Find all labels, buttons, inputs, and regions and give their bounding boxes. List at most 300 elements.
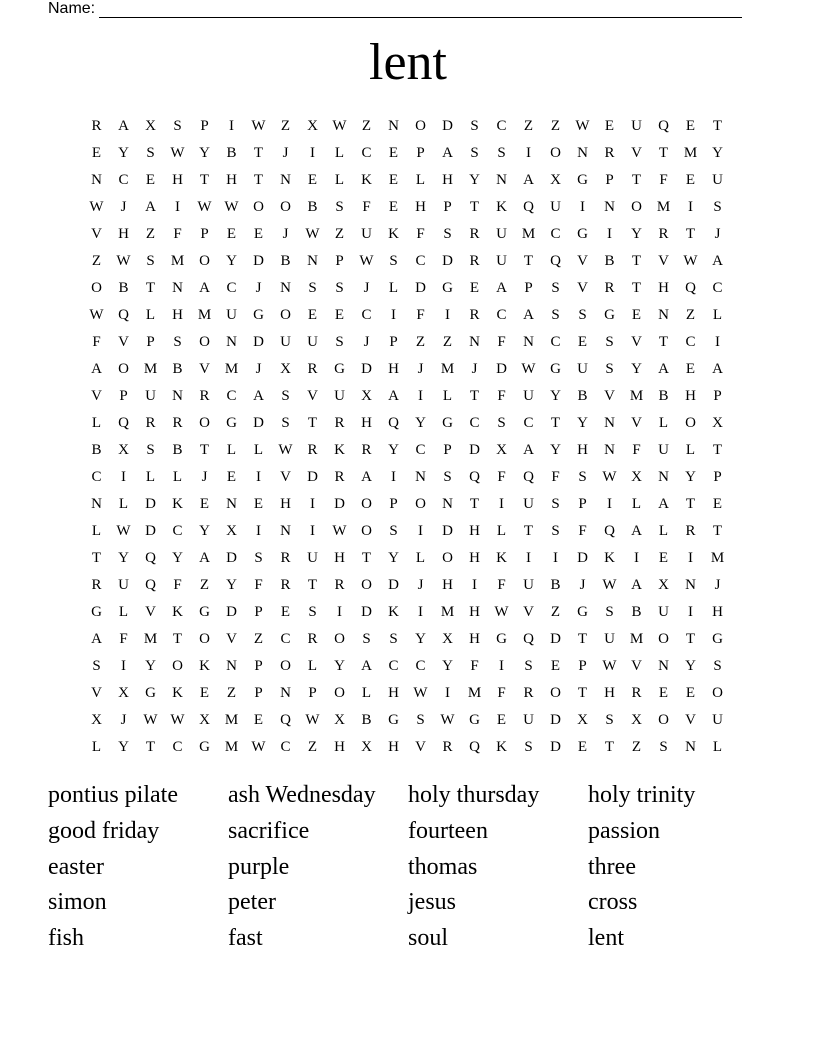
puzzle-title: lent bbox=[369, 34, 447, 91]
grid-letter: E bbox=[388, 199, 399, 215]
grid-letter: E bbox=[307, 307, 318, 323]
grid-letter: O bbox=[658, 712, 669, 728]
grid-letter: L bbox=[442, 388, 453, 404]
grid-letter: Z bbox=[280, 118, 291, 134]
grid-letter: B bbox=[361, 712, 372, 728]
grid-letter: O bbox=[685, 415, 696, 431]
grid-row bbox=[83, 356, 731, 383]
grid-letter: T bbox=[658, 145, 669, 161]
grid-letter: L bbox=[388, 280, 399, 296]
grid-letter: S bbox=[146, 145, 155, 161]
grid-letter: R bbox=[658, 226, 669, 242]
grid-letter: N bbox=[604, 199, 615, 215]
grid-letter: A bbox=[442, 145, 453, 161]
grid-letter: Q bbox=[469, 469, 480, 485]
grid-letter: X bbox=[631, 469, 642, 485]
grid-letter: I bbox=[715, 334, 720, 350]
grid-letter: R bbox=[145, 415, 156, 431]
grid-row bbox=[83, 734, 731, 761]
grid-letter: U bbox=[712, 172, 723, 188]
grid-letter: Z bbox=[226, 685, 237, 701]
word-bank-item: pontius pilate bbox=[48, 782, 178, 808]
grid-letter: Y bbox=[118, 145, 129, 161]
grid-letter: V bbox=[685, 712, 696, 728]
grid-letter: U bbox=[631, 118, 642, 134]
grid-letter: O bbox=[334, 631, 345, 647]
grid-letter: S bbox=[551, 280, 560, 296]
grid-letter: K bbox=[604, 550, 615, 566]
grid-row bbox=[83, 545, 731, 572]
grid-letter: G bbox=[604, 307, 615, 323]
grid-letter: W bbox=[413, 685, 428, 701]
name-underline bbox=[99, 2, 742, 18]
grid-letter: R bbox=[334, 469, 345, 485]
grid-letter: D bbox=[145, 496, 156, 512]
grid-letter: J bbox=[255, 361, 262, 377]
grid-letter: U bbox=[550, 199, 561, 215]
grid-letter: E bbox=[685, 685, 696, 701]
grid-letter: R bbox=[685, 523, 696, 539]
grid-letter: V bbox=[631, 415, 642, 431]
grid-letter: J bbox=[255, 280, 262, 296]
grid-letter: I bbox=[445, 307, 450, 323]
word-bank-item: passion bbox=[588, 817, 660, 844]
grid-letter: G bbox=[550, 361, 561, 377]
grid-letter: L bbox=[415, 172, 426, 188]
grid-letter: S bbox=[416, 712, 425, 728]
grid-letter: V bbox=[307, 388, 318, 404]
grid-letter: T bbox=[361, 550, 372, 566]
grid-letter: M bbox=[683, 145, 698, 161]
grid-letter: O bbox=[172, 658, 183, 674]
grid-letter: B bbox=[604, 253, 615, 269]
grid-letter: C bbox=[496, 307, 507, 323]
grid-letter: S bbox=[470, 145, 479, 161]
grid-letter: E bbox=[388, 172, 399, 188]
grid-letter: W bbox=[332, 523, 347, 539]
grid-letter: R bbox=[604, 145, 615, 161]
grid-letter: N bbox=[307, 253, 318, 269]
grid-letter: S bbox=[605, 712, 614, 728]
grid-letter: Q bbox=[523, 631, 534, 647]
grid-letter: S bbox=[254, 550, 263, 566]
grid-letter: J bbox=[282, 226, 289, 242]
grid-letter: O bbox=[199, 631, 210, 647]
grid-letter: L bbox=[334, 172, 345, 188]
grid-letter: Q bbox=[604, 523, 615, 539]
grid-letter: N bbox=[91, 496, 102, 512]
grid-letter: D bbox=[577, 550, 588, 566]
grid-letter: I bbox=[121, 469, 126, 485]
grid-letter: O bbox=[361, 523, 372, 539]
grid-letter: S bbox=[659, 739, 668, 755]
grid-letter: Y bbox=[415, 631, 426, 647]
grid-letter: A bbox=[658, 496, 669, 512]
word-bank-item: good friday bbox=[48, 817, 160, 844]
grid-letter: T bbox=[712, 118, 723, 134]
grid-letter: I bbox=[607, 226, 612, 242]
word-bank-item: holy trinity bbox=[588, 782, 696, 808]
grid-letter: G bbox=[253, 307, 264, 323]
grid-letter: A bbox=[91, 631, 102, 647]
grid-letter: H bbox=[685, 388, 696, 404]
grid-letter: W bbox=[197, 199, 212, 215]
grid-letter: U bbox=[658, 442, 669, 458]
grid-letter: I bbox=[688, 550, 693, 566]
grid-letter: W bbox=[602, 658, 617, 674]
grid-letter: W bbox=[170, 712, 185, 728]
grid-letter: D bbox=[550, 712, 561, 728]
grid-letter: S bbox=[524, 658, 533, 674]
grid-letter: S bbox=[281, 415, 290, 431]
grid-letter: I bbox=[418, 523, 423, 539]
grid-letter: T bbox=[712, 523, 723, 539]
grid-letter: B bbox=[91, 442, 102, 458]
grid-letter: I bbox=[553, 550, 558, 566]
grid-letter: M bbox=[224, 712, 239, 728]
grid-letter: O bbox=[91, 280, 102, 296]
grid-letter: E bbox=[253, 496, 264, 512]
grid-letter: T bbox=[577, 685, 588, 701]
grid-letter: S bbox=[362, 631, 371, 647]
grid-letter: T bbox=[631, 172, 642, 188]
grid-letter: P bbox=[200, 226, 209, 242]
grid-letter: A bbox=[523, 442, 534, 458]
grid-letter: G bbox=[577, 604, 588, 620]
grid-letter: O bbox=[658, 631, 669, 647]
grid-letter: M bbox=[467, 685, 482, 701]
grid-letter: V bbox=[577, 280, 588, 296]
grid-letter: I bbox=[229, 118, 234, 134]
grid-letter: L bbox=[712, 739, 723, 755]
grid-letter: Y bbox=[226, 253, 237, 269]
grid-letter: A bbox=[388, 388, 399, 404]
grid-letter: C bbox=[172, 523, 183, 539]
grid-letter: K bbox=[334, 442, 345, 458]
grid-letter: A bbox=[496, 280, 507, 296]
grid-letter: A bbox=[145, 199, 156, 215]
grid-letter: F bbox=[119, 631, 128, 647]
grid-letter: B bbox=[118, 280, 129, 296]
grid-letter: P bbox=[335, 253, 344, 269]
grid-letter: F bbox=[497, 685, 506, 701]
grid-letter: P bbox=[254, 685, 263, 701]
grid-letter: M bbox=[710, 550, 725, 566]
grid-letter: V bbox=[145, 604, 156, 620]
grid-letter: P bbox=[254, 604, 263, 620]
grid-letter: H bbox=[388, 739, 399, 755]
grid-letter: S bbox=[308, 280, 317, 296]
word-bank-item: jesus bbox=[408, 889, 456, 916]
grid-letter: G bbox=[442, 280, 453, 296]
grid-letter: R bbox=[307, 631, 318, 647]
grid-row bbox=[83, 248, 731, 275]
word-bank-item: three bbox=[588, 853, 636, 880]
grid-letter: W bbox=[305, 712, 320, 728]
grid-letter: H bbox=[118, 226, 129, 242]
grid-letter: G bbox=[712, 631, 723, 647]
grid-letter: H bbox=[442, 172, 453, 188]
grid-letter: O bbox=[712, 685, 723, 701]
grid-letter: T bbox=[172, 631, 183, 647]
grid-letter: H bbox=[388, 685, 399, 701]
grid-letter: I bbox=[310, 496, 315, 512]
grid-letter: E bbox=[388, 145, 399, 161]
word-bank-item: peter bbox=[228, 889, 276, 916]
grid-letter: J bbox=[417, 577, 424, 593]
grid-letter: Y bbox=[685, 658, 696, 674]
grid-letter: N bbox=[280, 685, 291, 701]
grid-letter: T bbox=[523, 253, 534, 269]
grid-letter: U bbox=[712, 712, 723, 728]
grid-letter: F bbox=[92, 334, 101, 350]
grid-letter: E bbox=[226, 469, 237, 485]
grid-letter: L bbox=[685, 442, 696, 458]
grid-letter: A bbox=[523, 172, 534, 188]
grid-letter: N bbox=[172, 388, 183, 404]
grid-letter: I bbox=[391, 307, 396, 323]
grid-letter: D bbox=[442, 118, 453, 134]
grid-letter: C bbox=[361, 145, 372, 161]
grid-letter: G bbox=[577, 172, 588, 188]
grid-letter: T bbox=[631, 253, 642, 269]
grid-letter: D bbox=[442, 253, 453, 269]
grid-letter: S bbox=[551, 523, 560, 539]
grid-letter: Z bbox=[199, 577, 210, 593]
grid-letter: C bbox=[550, 334, 561, 350]
grid-letter: D bbox=[253, 253, 264, 269]
grid-letter: S bbox=[713, 658, 722, 674]
grid-letter: S bbox=[524, 739, 533, 755]
grid-letter: Y bbox=[577, 415, 588, 431]
word-bank-item: simon bbox=[48, 889, 107, 916]
grid-letter: C bbox=[226, 280, 237, 296]
grid-letter: W bbox=[170, 145, 185, 161]
grid-letter: E bbox=[145, 172, 156, 188]
grid-letter: M bbox=[629, 388, 644, 404]
grid-letter: B bbox=[550, 577, 561, 593]
grid-letter: U bbox=[577, 361, 588, 377]
grid-letter: D bbox=[145, 523, 156, 539]
grid-letter: Y bbox=[145, 658, 156, 674]
grid-letter: J bbox=[201, 469, 208, 485]
grid-letter: T bbox=[685, 226, 696, 242]
grid-letter: E bbox=[685, 172, 696, 188]
grid-row bbox=[83, 626, 731, 653]
grid-letter: W bbox=[332, 118, 347, 134]
grid-letter: L bbox=[361, 685, 372, 701]
grid-letter: E bbox=[631, 307, 642, 323]
grid-row bbox=[83, 302, 731, 329]
grid-letter: X bbox=[496, 442, 507, 458]
grid-row bbox=[83, 572, 731, 599]
grid-letter: E bbox=[334, 307, 345, 323]
grid-letter: A bbox=[523, 307, 534, 323]
grid-letter: Q bbox=[118, 307, 129, 323]
grid-letter: V bbox=[226, 631, 237, 647]
grid-letter: U bbox=[604, 631, 615, 647]
grid-letter: Y bbox=[685, 469, 696, 485]
grid-letter: H bbox=[226, 172, 237, 188]
grid-letter: B bbox=[307, 199, 318, 215]
grid-letter: N bbox=[685, 739, 696, 755]
grid-letter: F bbox=[470, 658, 479, 674]
grid-letter: T bbox=[307, 415, 318, 431]
grid-letter: J bbox=[363, 280, 370, 296]
grid-letter: T bbox=[685, 496, 696, 512]
grid-letter: V bbox=[415, 739, 426, 755]
grid-letter: P bbox=[443, 199, 452, 215]
grid-letter: B bbox=[226, 145, 237, 161]
grid-letter: V bbox=[280, 469, 291, 485]
grid-letter: I bbox=[310, 145, 315, 161]
grid-letter: S bbox=[578, 469, 587, 485]
grid-letter: P bbox=[254, 658, 263, 674]
grid-letter: E bbox=[577, 334, 588, 350]
grid-letter: P bbox=[308, 685, 317, 701]
grid-letter: F bbox=[497, 388, 506, 404]
grid-letter: W bbox=[521, 361, 536, 377]
grid-letter: O bbox=[118, 361, 129, 377]
grid-letter: I bbox=[688, 604, 693, 620]
grid-letter: E bbox=[496, 712, 507, 728]
grid-letter: Z bbox=[415, 334, 426, 350]
grid-letter: T bbox=[550, 415, 561, 431]
grid-letter: R bbox=[91, 118, 102, 134]
grid-letter: L bbox=[307, 658, 318, 674]
grid-letter: C bbox=[226, 388, 237, 404]
grid-letter: K bbox=[496, 550, 507, 566]
grid-letter: S bbox=[389, 523, 398, 539]
grid-letter: T bbox=[199, 442, 210, 458]
word-bank-item: holy thursday bbox=[408, 782, 540, 808]
word-bank-item: purple bbox=[228, 853, 290, 880]
grid-letter: O bbox=[199, 334, 210, 350]
grid-letter: U bbox=[145, 388, 156, 404]
grid-letter: E bbox=[199, 496, 210, 512]
grid-letter: A bbox=[712, 361, 723, 377]
grid-letter: E bbox=[253, 226, 264, 242]
grid-letter: X bbox=[118, 442, 129, 458]
grid-letter: W bbox=[359, 253, 374, 269]
grid-letter: S bbox=[497, 145, 506, 161]
grid-letter: A bbox=[253, 388, 264, 404]
grid-letter: R bbox=[91, 577, 102, 593]
grid-letter: Z bbox=[442, 334, 453, 350]
grid-letter: F bbox=[497, 469, 506, 485]
grid-letter: K bbox=[388, 604, 399, 620]
grid-letter: A bbox=[631, 577, 642, 593]
grid-letter: D bbox=[361, 361, 372, 377]
grid-letter: U bbox=[523, 388, 534, 404]
grid-letter: Z bbox=[307, 739, 318, 755]
grid-letter: G bbox=[496, 631, 507, 647]
grid-letter: I bbox=[607, 496, 612, 512]
grid-letter: N bbox=[685, 577, 696, 593]
grid-letter: L bbox=[415, 550, 426, 566]
grid-letter: C bbox=[415, 658, 426, 674]
grid-letter: I bbox=[580, 199, 585, 215]
grid-letter: Y bbox=[226, 577, 237, 593]
grid-letter: G bbox=[442, 415, 453, 431]
grid-letter: A bbox=[361, 469, 372, 485]
grid-letter: E bbox=[577, 739, 588, 755]
grid-letter: C bbox=[91, 469, 102, 485]
grid-letter: S bbox=[551, 307, 560, 323]
grid-letter: T bbox=[145, 280, 156, 296]
grid-letter: Z bbox=[550, 118, 561, 134]
grid-letter: N bbox=[226, 334, 237, 350]
grid-letter: T bbox=[631, 280, 642, 296]
grid-letter: N bbox=[658, 469, 669, 485]
grid-letter: L bbox=[145, 469, 156, 485]
grid-letter: P bbox=[605, 172, 614, 188]
grid-letter: X bbox=[334, 712, 345, 728]
grid-letter: F bbox=[173, 577, 182, 593]
word-bank-item: fish bbox=[48, 925, 84, 952]
grid-letter: D bbox=[442, 523, 453, 539]
word-bank-item: fast bbox=[228, 925, 263, 952]
grid-letter: Q bbox=[658, 118, 669, 134]
grid-letter: R bbox=[442, 739, 453, 755]
grid-letter: H bbox=[604, 685, 615, 701]
grid-letter: F bbox=[497, 577, 506, 593]
grid-letter: C bbox=[712, 280, 723, 296]
grid-letter: E bbox=[712, 496, 723, 512]
grid-letter: I bbox=[337, 604, 342, 620]
grid-letter: R bbox=[631, 685, 642, 701]
grid-letter: G bbox=[199, 739, 210, 755]
grid-letter: H bbox=[172, 172, 183, 188]
grid-letter: S bbox=[335, 334, 344, 350]
grid-letter: D bbox=[253, 334, 264, 350]
grid-letter: Y bbox=[442, 658, 453, 674]
grid-letter: O bbox=[280, 658, 291, 674]
grid-row bbox=[83, 518, 731, 545]
grid-letter: A bbox=[91, 361, 102, 377]
grid-letter: K bbox=[496, 739, 507, 755]
grid-letter: S bbox=[173, 118, 182, 134]
grid-letter: Y bbox=[199, 145, 210, 161]
grid-letter: N bbox=[658, 658, 669, 674]
grid-letter: P bbox=[146, 334, 155, 350]
grid-letter: N bbox=[442, 496, 453, 512]
grid-letter: Y bbox=[388, 550, 399, 566]
grid-letter: Y bbox=[550, 442, 561, 458]
grid-letter: S bbox=[497, 415, 506, 431]
grid-letter: C bbox=[550, 226, 561, 242]
grid-letter: L bbox=[226, 442, 237, 458]
grid-letter: S bbox=[443, 226, 452, 242]
grid-letter: J bbox=[417, 361, 424, 377]
grid-letter: N bbox=[226, 658, 237, 674]
grid-letter: W bbox=[602, 577, 617, 593]
grid-letter: T bbox=[307, 577, 318, 593]
grid-letter: G bbox=[199, 604, 210, 620]
grid-letter: N bbox=[415, 469, 426, 485]
grid-letter: H bbox=[442, 577, 453, 593]
grid-letter: I bbox=[310, 523, 315, 539]
grid-letter: X bbox=[226, 523, 237, 539]
grid-letter: U bbox=[118, 577, 129, 593]
grid-letter: L bbox=[712, 307, 723, 323]
grid-letter: Y bbox=[631, 226, 642, 242]
grid-letter: S bbox=[335, 199, 344, 215]
word-bank-item: sacrifice bbox=[228, 817, 310, 844]
name-label: Name: bbox=[48, 0, 96, 17]
grid-letter: O bbox=[442, 550, 453, 566]
grid-letter: Z bbox=[361, 118, 372, 134]
